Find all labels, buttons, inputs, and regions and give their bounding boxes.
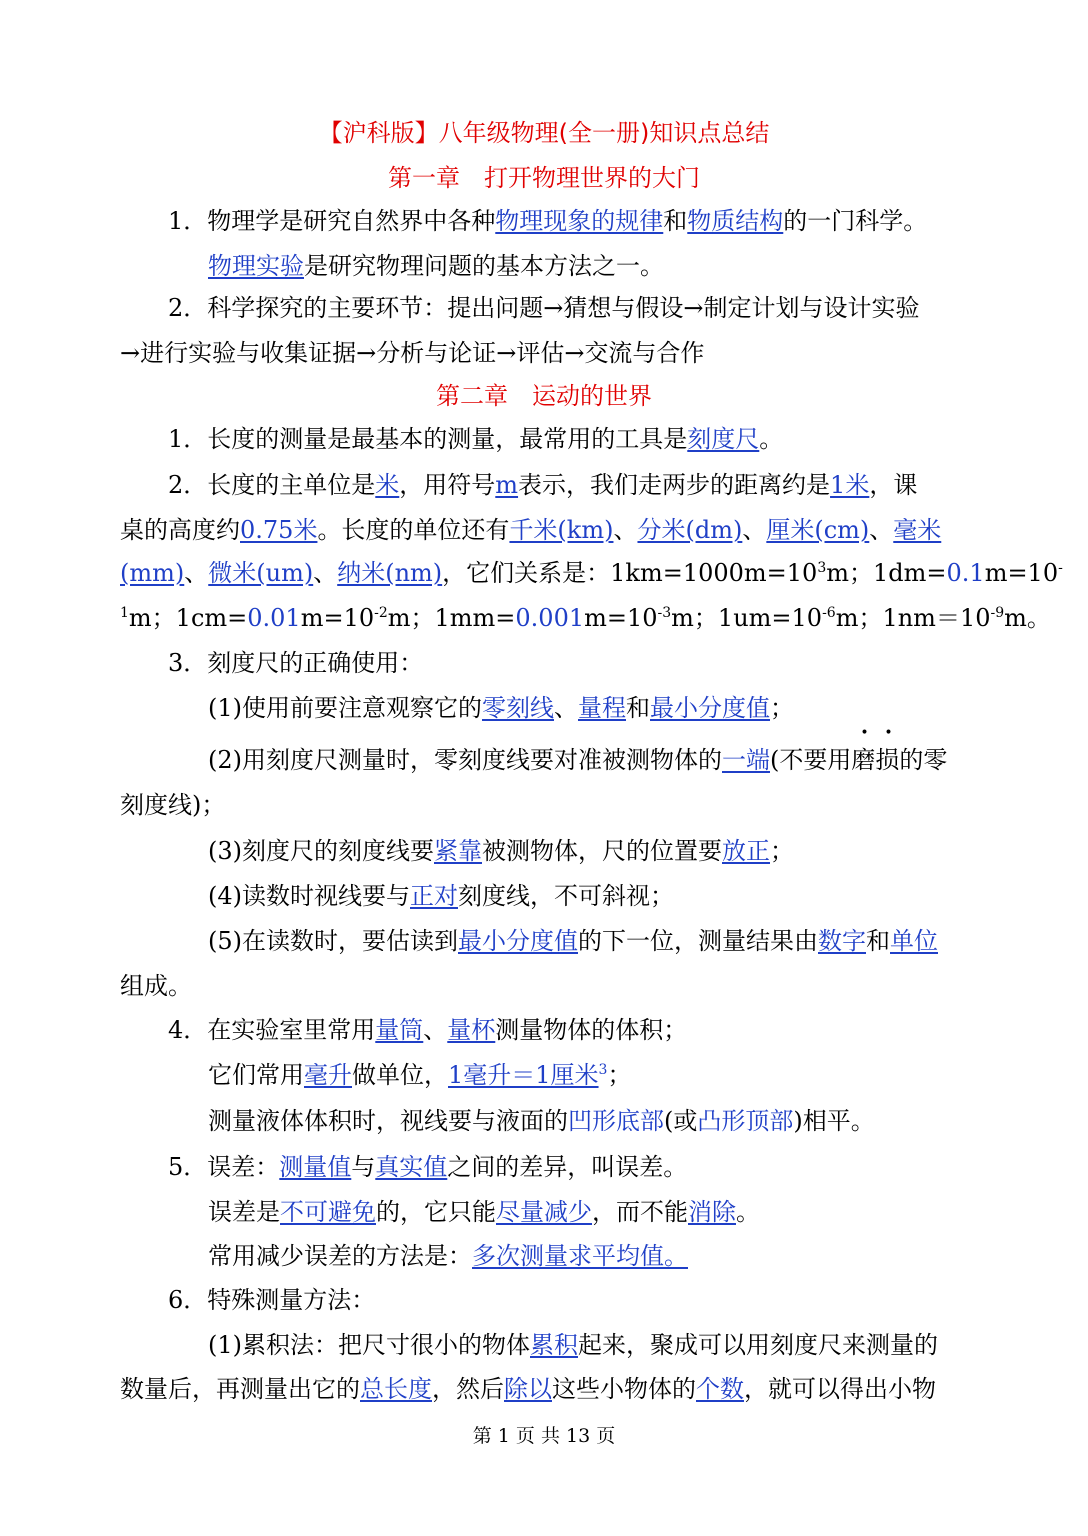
key-term: 物理现象的规律 [495, 207, 664, 235]
ch2-item-3: 3．刻度尺的正确使用： [168, 649, 424, 677]
ch2-item-5: 5．误差：测量值与真实值之间的差异，叫误差。 [168, 1153, 688, 1181]
key-term: 毫米 [893, 516, 942, 544]
key-term: 1米 [830, 471, 870, 499]
ch2-item-3-4: (4)读数时视线要与正对刻度线，不可斜视； [208, 882, 674, 910]
key-term: 放正 [722, 837, 770, 865]
key-term: 千米(km) [509, 516, 614, 544]
ch2-item-3-5: (5)在读数时，要估读到最小分度值的下一位，测量结果由数字和单位 [208, 927, 938, 955]
key-term: 一端 [722, 746, 770, 774]
key-term: 数字 [818, 927, 866, 955]
ch2-item-2-line-3: (mm)、微米(um)、纳米(nm)，它们关系是：$1km=1000m=10^3m$；1dm=0.1m=10- [120, 559, 1063, 587]
page-footer: 第 1 页 共 13 页 [472, 1425, 616, 1447]
document-title: 【沪科版】八年级物理(全一册)知识点总结 [318, 119, 770, 147]
key-term: 最小分度值 [650, 694, 770, 722]
key-term: 测量值 [279, 1153, 352, 1181]
key-term: 物理实验 [208, 252, 304, 280]
ch2-item-3-5-cont: 组成。 [120, 972, 192, 1000]
ch2-item-5-nature: 误差是不可避免的，它只能尽量减少，而不能消除。 [208, 1198, 760, 1226]
key-term: 量杯 [447, 1016, 496, 1044]
emphasis-dot: 损 [875, 746, 900, 774]
ch2-item-2-line-2: 桌的高度约0.75米。长度的单位还有千米(km)、分米(dm)、厘米(cm)、毫米 [120, 516, 942, 544]
key-term: 物质结构 [687, 207, 784, 235]
chapter-1-heading: 第一章 打开物理世界的大门 [388, 164, 700, 192]
key-term: 真实值 [375, 1153, 448, 1181]
key-term: 量筒 [375, 1016, 424, 1044]
key-term: 量程 [578, 694, 626, 722]
key-term: 纳米(nm) [337, 559, 443, 587]
ch1-paragraph-1-cont: 物理实验是研究物理问题的基本方法之一。 [208, 252, 664, 280]
key-term: (mm) [120, 559, 185, 587]
key-term: 最小分度值 [458, 927, 578, 955]
ch2-item-6-1-cont: 数量后，再测量出它的总长度，然后除以这些小物体的个数，就可以得出小物 [120, 1375, 936, 1403]
key-term: 总长度 [360, 1375, 432, 1403]
key-term: 微米(um) [208, 559, 314, 587]
key-term: 0.75米 [240, 516, 318, 544]
key-term: 分米(dm) [637, 516, 743, 544]
ch2-item-4-reading: 测量液体体积时，视线要与液面的凹形底部(或凸形顶部)相平。 [208, 1107, 875, 1135]
key-term: 单位 [890, 927, 938, 955]
ch1-paragraph-1: 1．物理学是研究自然界中各种物理现象的规律和物质结构的一门科学。 [168, 207, 928, 235]
key-term: 毫升 [304, 1061, 352, 1089]
key-term: 多次测量求平均值。 [472, 1242, 688, 1270]
ch2-item-2-line-4: $^1$m；$1cm=0.01m=10^{-2}m$；$1mm=0.001m=10^{-3}m$；$1um=10^{-6}m$；$1nm=10^{-9}m$。 [120, 604, 1051, 632]
ch2-item-4-units: 它们常用毫升做单位，1毫升＝1厘米$^3$； [208, 1061, 632, 1089]
ch2-item-3-1: (1)使用前要注意观察它的零刻线、量程和最小分度值； [208, 694, 794, 722]
chapter-2-heading: 第二章 运动的世界 [436, 382, 652, 410]
key-term: 累积 [530, 1331, 578, 1359]
key-term: 正对 [410, 882, 458, 910]
key-term: 不可避免 [280, 1198, 376, 1226]
key-term: 个数 [696, 1375, 744, 1403]
ch1-paragraph-2: 2．科学探究的主要环节：提出问题→猜想与假设→制定计划与设计实验 [168, 294, 920, 322]
ch2-item-3-3: (3)刻度尺的刻度线要紧靠被测物体，尺的位置要放正； [208, 837, 794, 865]
emphasis-dot: 磨 [851, 746, 876, 774]
key-term: 厘米(cm) [766, 516, 870, 544]
key-term: 紧靠 [434, 837, 482, 865]
key-term: 刻度尺 [687, 425, 760, 453]
key-term: 除以 [504, 1375, 552, 1403]
key-term: 尽量减少 [496, 1198, 592, 1226]
key-term: 1毫升＝1厘米 [448, 1061, 599, 1089]
key-term: 米 [375, 471, 400, 499]
ch2-item-6-1: (1)累积法：把尺寸很小的物体累积起来，聚成可以用刻度尺来测量的 [208, 1331, 938, 1359]
key-term: 消除 [688, 1198, 736, 1226]
ch2-item-5-method: 常用减少误差的方法是：多次测量求平均值。 [208, 1242, 688, 1270]
ch2-item-3-2: (2)用刻度尺测量时，零刻度线要对准被测物体的一端(不要用磨损的零 [208, 746, 948, 774]
key-term: 零刻线 [482, 694, 554, 722]
ch1-paragraph-2-cont: →进行实验与收集证据→分析与论证→评估→交流与合作 [120, 339, 705, 367]
key-term: m [495, 471, 519, 499]
ch2-item-3-2-cont: 刻度线)； [120, 791, 226, 819]
ch2-item-1: 1．长度的测量是最基本的测量，最常用的工具是刻度尺。 [168, 425, 784, 453]
ch2-item-6: 6．特殊测量方法： [168, 1286, 376, 1314]
ch2-item-2-line-1: 2．长度的主单位是米，用符号m表示，我们走两步的距离约是1米，课 [168, 471, 918, 499]
ch2-item-4: 4．在实验室里常用量筒、量杯测量物体的体积； [168, 1016, 688, 1044]
